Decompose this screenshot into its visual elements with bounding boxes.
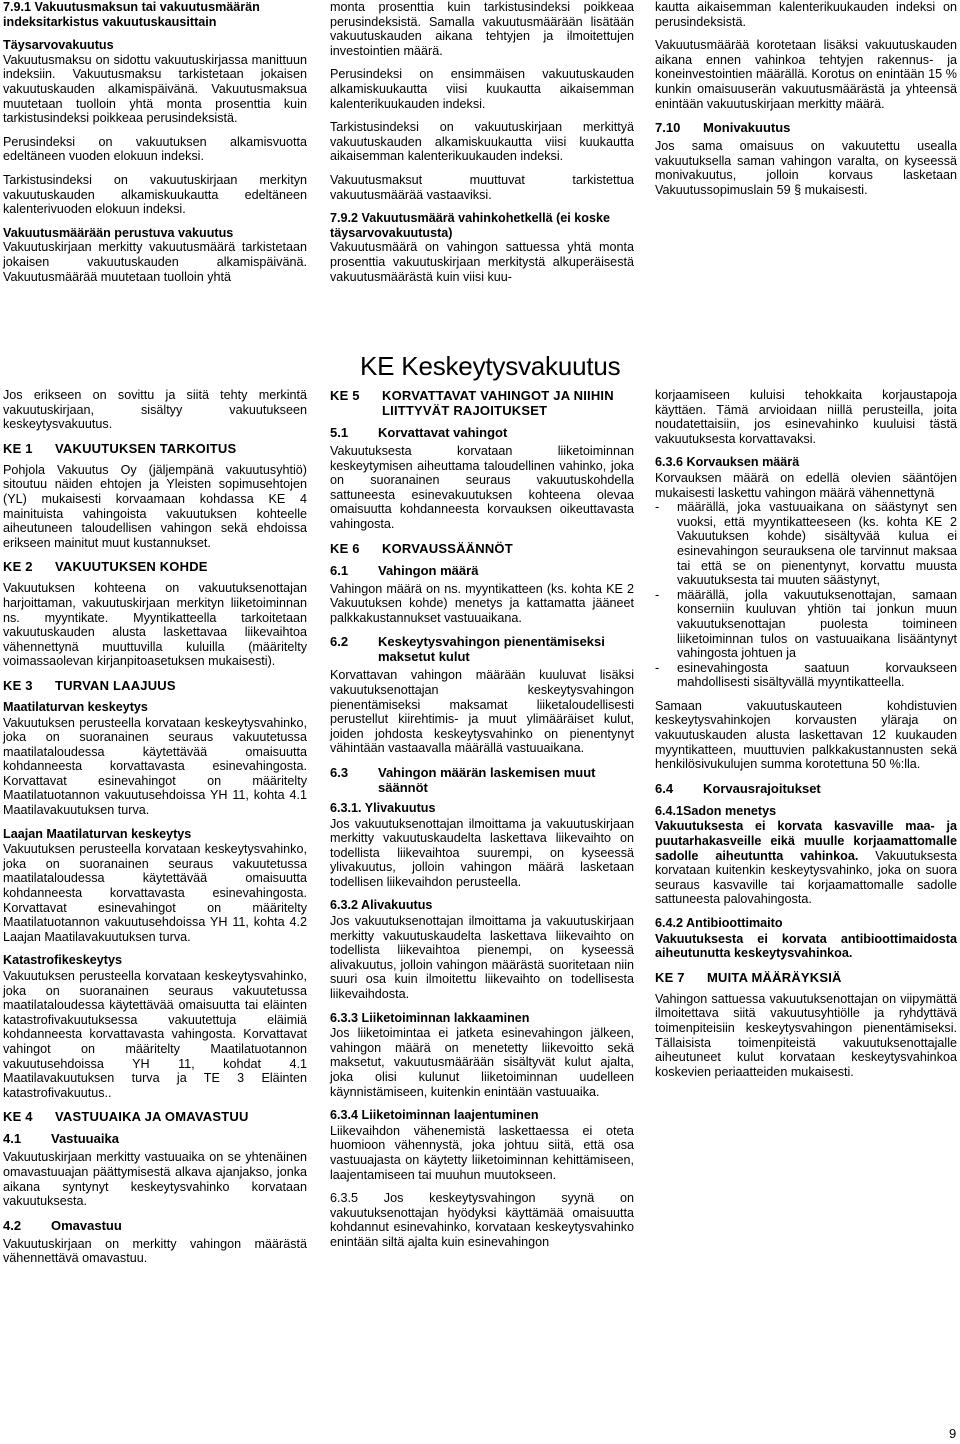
- list-item-text: määrällä, jolla vakuutuksenottajan, samaan konserniin kuuluvan yhtiön tai jonkun muun vakuutuksenottajan puolesta toimineen liiketoiminnan tulos on vastuuaikana lisääntynyt vahingosta johtuen ja: [677, 587, 957, 661]
- heading-number: KE 5: [330, 388, 360, 403]
- paragraph: Vakuutuksen kohteena on vakuutuksenottajan harjoittaman, vakuutuskirjaan merkityn liiketoiminnan ns. myyntikate. Myyntikatteella tarkoitetaan vakuutuskauden alusta laskettavaa liikevaihtoa vähennettynä muuttuvilla kuluilla (määritelty voimassaolevan kirjanpitoasetuksen mukaisesti).: [3, 581, 307, 669]
- paragraph: Perusindeksi on ensimmäisen vakuutuskauden alkamiskuukautta viisi kuukautta aikaisemman kalenterikuukauden indeksi.: [330, 67, 634, 111]
- paragraph: Perusindeksi on vakuutuksen alkamisvuotta edeltäneen vuoden elokuun indeksi.: [3, 134, 307, 164]
- heading-number: 4.1: [3, 1131, 22, 1147]
- paragraph: Jos vakuutuksenottajan ilmoittama ja vakuutuskirjaan merkitty vakuutuskaudelta laskettava liikevaihto on todellista liikevaihtoa pienempi, on kyseessä alivakuutus, jolloin vahingon määrästä suoritetaan niin suuri osa kuin ilmoitettu liikevaihto on todellisesta liikevaihdosta.: [330, 914, 634, 1002]
- paragraph: Korvattavan vahingon määrään kuuluvat lisäksi vakuutuksenottajan keskeytysvahingon pienentämiseksi maksamat liiketaloudellisesti perustellut kiirehtimis- ja muut ylimääräiset kulut, joiden johdosta keskeytysvahinko on pienentynyt vähintään vastaavalla määrällä vastuuaikana.: [330, 668, 634, 756]
- dash-bullet: -: [655, 660, 660, 675]
- paragraph: Vakuutuskirjaan merkitty vastuuaika on se yhtenäinen omavastuuajan päättymisestä alkava ajanjakso, jonka aikana syntynyt keskeytysvahinko korvataan vakuutuksesta.: [3, 1150, 307, 1209]
- paragraph: Korvauksen määrä on edellä olevien sääntöjen mukaisesti laskettu vahingon määrä vähennettynä: [655, 470, 957, 500]
- section-title: KE Keskeytysvakuutus: [360, 351, 621, 381]
- heading-ke-2: [3, 559, 307, 574]
- heading-number: 6.3: [330, 764, 349, 780]
- bottom-column-3: [655, 388, 957, 1088]
- heading-title: VAKUUTUKSEN TARKOITUS: [55, 440, 237, 456]
- heading-title: Keskeytysvahingon pienentämiseksi maksetut kulut: [378, 634, 605, 665]
- heading-title: KORVAUSSÄÄNNÖT: [382, 540, 513, 556]
- heading-7-9-2: 7.9.2 Vakuutusmäärä vahinkohetkellä (ei koske täysarvovakuutusta): [330, 211, 611, 240]
- heading-title: MUITA MÄÄRÄYKSIÄ: [707, 969, 842, 985]
- heading-vakuutusmaaraan-perustuva: Vakuutusmäärään perustuva vakuutus: [3, 225, 234, 240]
- list-item: [655, 588, 957, 661]
- dash-bullet: -: [655, 500, 660, 515]
- heading-4-1: [3, 1131, 307, 1146]
- heading-6-4-1: 6.4.1Sadon menetys: [655, 803, 777, 818]
- heading-title: TURVAN LAAJUUS: [55, 677, 176, 693]
- heading-ke-3: [3, 678, 307, 693]
- heading-number: 7.10: [655, 120, 681, 136]
- paragraph: Vakuutuskirjaan merkitty vakuutusmäärä tarkistetaan jokaisen vakuutuskauden alkamispäivänä. Vakuutusmäärää muutetaan tuolloin yhtä: [3, 240, 307, 284]
- paragraph: Vakuutuskirjaan on merkitty vahingon määrästä vähennettävä omavastuu.: [3, 1236, 307, 1266]
- bold-text: Vakuutuksesta ei korvata kasvaville maa- ja puutarhakasveille eikä muulle korjaamattomalle sadolle aiheutuntta vahinkoa.: [655, 819, 957, 863]
- top-column-1: [3, 0, 307, 293]
- paragraph: [655, 819, 957, 907]
- heading-title: Vahingon määrän laskemisen muut säännöt: [378, 764, 596, 795]
- heading-6-3-4: 6.3.4 Liiketoiminnan laajentuminen: [330, 1108, 539, 1123]
- paragraph: Tarkistusindeksi on vakuutuskirjaan merkittyä vakuutuskauden alkamiskuukautta viisi kuukautta aikaisemman kalenterikuukauden indeksi.: [330, 120, 634, 164]
- heading-4-2: [3, 1218, 307, 1233]
- heading-7-9-1: 7.9.1 Vakuutusmaksun tai vakuutusmäärän indeksitarkistus vakuutuskausittain: [3, 0, 260, 29]
- heading-5-1: [330, 425, 634, 440]
- list-item: [655, 500, 957, 588]
- heading-number: 4.2: [3, 1217, 22, 1233]
- heading-title: Omavastuu: [51, 1217, 122, 1233]
- heading-number: KE 2: [3, 559, 33, 575]
- paragraph: Samaan vakuutuskauteen kohdistuvien keskeytysvahinkojen korvausten yläraja on vakuutuskauden alusta laskettavan 12 kuukauden myyntikatteen, muuttuvien palkkakustannusten sekä henkilösivukulujen summa korotettuna 50 %:lla.: [655, 698, 957, 772]
- paragraph: Pohjola Vakuutus Oy (jäljempänä vakuutusyhtiö) sitoutuu näiden ehtojen ja Yleisten sopimusehtojen (YL) mukaisesti korvaamaan kohdassa KE 4 mainituista vahingoista vakuutuksen kohteelle aiheutuneen taloudellisen vahingon sekä ehdoissa erikseen mainitut muut kustannukset.: [3, 462, 307, 550]
- heading-6-4: [655, 781, 957, 796]
- paragraph: Jos vakuutuksenottajan ilmoittama ja vakuutuskirjaan merkitty vakuutuskaudelta laskettava liikevaihto on todellista liikevaihtoa suurempi, on kyseessä ylivakuutus, jolloin vahingon määrä lasketaan todellisen liikevaihdon perusteella.: [330, 816, 634, 889]
- heading-6-2: [330, 634, 634, 664]
- paragraph: Vakuutuksesta korvataan liiketoiminnan keskeytymisen aiheuttama taloudellinen vahinko, joka on suoranainen seuraus vakuutuskohdella sattuneesta esinevakuutuksen kohteena olevaa omaisuutta kohdanneesta korvauksen oikeuttavasta vahingosta.: [330, 444, 634, 531]
- heading-katastrofikeskeytys: Katastrofikeskeytys: [3, 953, 123, 968]
- paragraph: Jos sama omaisuus on vakuutettu usealla vakuutuksella saman vahingon varalta, on kyseessä monivakuutus, jolloin korvaus lasketaan Vakuutussopimuslain 59 § mukaisesti.: [655, 139, 957, 197]
- paragraph: Vakuutusmäärää korotetaan lisäksi vakuutuskauden aikana ennen vahinkoa tehtyjen rakennus- ja koneinvestointien määrällä. Korotus on enintään 15 % kunkin omaisuuserän vakuutusmäärästä ja yhteensä enintään vakuutuskirjaan merkitty määrä.: [655, 38, 957, 111]
- list-item-text: esinevahingosta saatuun korvaukseen mahdollisesti sisältyvällä myyntikatteella.: [677, 660, 957, 690]
- paragraph: 6.3.5 Jos keskeytysvahingon syynä on vakuutuksenottajan hyödyksi käyttämää omaisuutta kohdannut esinevahinko, korvataan keskeytysvahinko enintään siltä ajalta kuin esinevahingon: [330, 1191, 634, 1249]
- heading-laajan-maatilaturvan-keskeytys: Laajan Maatilaturvan keskeytys: [3, 826, 192, 841]
- heading-taysarvovakuutus: Täysarvovakuutus: [3, 38, 114, 53]
- heading-number: 6.4: [655, 780, 674, 796]
- paragraph: Vakuutuksen perusteella korvataan keskeytysvahinko, joka on suoranainen seuraus vakuutetussa maatilataloudessa käytettävää omaisuutta tai eläinten katastrofivakuutuksessa vakuutettuja eläimiä kohdanneesta korvattavasta vahingosta. Korvattavat vahingot on määritelty Maatilatuotannon vakuutusehdoissa YH 11, kohdat 4.1 Maatilavakuutuksen turva ja TE 3 Eläinten katastrofivakuutus..: [3, 969, 307, 1100]
- heading-6-4-2: 6.4.2 Antibioottimaito: [655, 916, 783, 930]
- paragraph: Vakuutusmaksut muuttuvat tarkistettua vakuutusmäärää vastaaviksi.: [330, 172, 634, 202]
- heading-ke-4: [3, 1109, 307, 1124]
- heading-number: 5.1: [330, 425, 349, 440]
- heading-title: Vahingon määrä: [378, 562, 479, 578]
- heading-7-10: [655, 120, 957, 135]
- heading-ke-1: [3, 441, 307, 456]
- heading-number: KE 3: [3, 677, 33, 693]
- heading-ke-5: [330, 388, 634, 418]
- top-column-3: [655, 0, 957, 207]
- heading-6-3-6: 6.3.6 Korvauksen määrä: [655, 455, 800, 470]
- paragraph: monta prosenttia kuin tarkistusindeksi poikkeaa perusindeksistä. Samalla vakuutusmäärään lisätään vakuutuskauden aikana tehtyjen ja ilmoitettujen investointien määrä.: [330, 0, 634, 58]
- heading-title: Korvausrajoitukset: [703, 780, 821, 796]
- top-column-2: [330, 0, 634, 293]
- bottom-column-2: [330, 388, 634, 1259]
- heading-maatilaturvan-keskeytys: Maatilaturvan keskeytys: [3, 699, 148, 714]
- heading-title: VAKUUTUKSEN KOHDE: [55, 559, 208, 575]
- heading-6-3: [330, 765, 634, 795]
- heading-number: KE 6: [330, 540, 360, 556]
- heading-title: Korvattavat vahingot: [378, 425, 508, 440]
- heading-ke-6: [330, 541, 634, 556]
- list-item-text: määrällä, joka vastuuaikana on säästynyt sen vuoksi, että myyntikatteeseen (ks. kohta KE 2 Vakuutuksen kohde) sisältyvää kulua ei esinevahingon seurauksena ole tarvinnut maksaa tai että se on pienentynyt, korvattu muusta vakuutuksesta tai muuten säästynyt,: [677, 500, 957, 588]
- list-item: [655, 661, 957, 690]
- heading-6-3-3: 6.3.3 Liiketoiminnan lakkaaminen: [330, 1010, 530, 1025]
- deduction-list: [655, 500, 957, 690]
- heading-title: VASTUUAIKA JA OMAVASTUU: [55, 1109, 249, 1125]
- paragraph: Vakuutusmaksu on sidottu vakuutuskirjassa manittuun indeksiin. Vakuutusmaksu tarkistetaan jokaisen vakuutuskauden alkamispäivänä. Vakuutusmaksua muutetaan tuolloin yhtä monta prosenttia kuin tarkistusindeksi poikkeaa perusindeksistä.: [3, 52, 307, 126]
- paragraph: korjaamiseen kuluisi tehokkaita korjaustapoja käyttäen. Tämä arvioidaan niillä perusteilla, joita noudatettaisiin, jos esinevahinko kuuluisi tästä vakuutuksesta korvattavaksi.: [655, 388, 957, 446]
- heading-number: 6.1: [330, 562, 349, 578]
- page-number: 9: [949, 1426, 957, 1441]
- paragraph: Vakuutuksesta ei korvata antibioottimaidosta aiheutunutta keskeytysvahinkoa.: [655, 931, 957, 961]
- heading-6-3-2: 6.3.2 Alivakuutus: [330, 898, 433, 913]
- paragraph: Vahingon määrä on ns. myyntikatteen (ks. kohta KE 2 Vakuutuksen kohde) menetys ja kattamatta jääneet palkkakustannukset vastuuaikana.: [330, 581, 634, 625]
- heading-6-1: [330, 563, 634, 578]
- heading-number: KE 4: [3, 1109, 33, 1125]
- heading-title: KORVATTAVAT VAHINGOT JA NIIHIN LIITTYVÄT RAJOITUKSET: [382, 388, 614, 418]
- paragraph: Vakuutusmäärä on vahingon sattuessa yhtä monta prosenttia vakuutuskirjaan merkitystä alkuperäisestä vakuutusmäärästä kuin viisi kuu-: [330, 240, 634, 284]
- heading-ke-7: [655, 970, 957, 985]
- paragraph: Tarkistusindeksi on vakuutuskirjaan merkityn vakuutuskauden alkamiskuukautta edeltäneen kalenterivuoden elokuun indeksi.: [3, 172, 307, 217]
- paragraph: Vakuutuksen perusteella korvataan keskeytysvahinko, joka on suoranainen seuraus vakuutetussa maatilataloudessa käytettävää omaisuutta kohdanneesta korvattavasta esinevahingosta. Korvattavat esinevahingot on määritelty Maatilatuotannon vakuutusehdoissa YH 11, kohta 4.2 Laajan Maatilavakuutuksen turva.: [3, 842, 307, 944]
- heading-number: KE 1: [3, 440, 33, 456]
- paragraph: Vakuutuksen perusteella korvataan keskeytysvahinko, joka on suoranainen seuraus vakuutetussa maatilataloudessa käytettävää omaisuutta kohdanneesta korvattavasta esinevahingosta. Korvattavat esinevahingot on määritelty Maatilatuotannon vakuutusehdoissa YH 11, kohta 4.1 Maatilavakuutuksen turva.: [3, 715, 307, 818]
- paragraph: Vahingon sattuessa vakuutuksenottajan on viipymättä ilmoitettava siitä vakuutusyhtiölle ja ryhdyttävä toimenpiteisiin keskeytysvahingon pienentämiseksi. Tällaisista toimenpiteistä vakuutuksenottajalle aiheutuneet kulut korvataan keskeytysvahinkoa koskevien periaatteiden mukaisesti.: [655, 991, 957, 1079]
- heading-6-3-1: 6.3.1. Ylivakuutus: [330, 800, 436, 815]
- paragraph: Jos erikseen on sovittu ja siitä tehty merkintä vakuutuskirjaan, sisältyy vakuutukseen keskeytysvakuutus.: [3, 388, 307, 432]
- dash-bullet: -: [655, 587, 660, 602]
- heading-title: Monivakuutus: [703, 120, 791, 136]
- heading-number: 6.2: [330, 634, 349, 650]
- paragraph: Jos liiketoimintaa ei jatketa esinevahingon jälkeen, vahingon määrä on menetetty liikevoitto sekä maksetut, vakuutusmäärään sisältyvät kulut ajalta, joka olisi kulunut liiketoiminnan uudelleen käynnistämiseen, kuitenkin enintään vastuuaika.: [330, 1026, 634, 1099]
- heading-title: Vastuuaika: [51, 1131, 119, 1147]
- paragraph: Liikevaihdon vähenemistä laskettaessa ei oteta huomioon vähennystä, joka johtuu siitä, että osa vastuuajasta on käytetty liiketoiminnan kehittämiseen, laajentamiseen tai muuhun muutokseen.: [330, 1123, 634, 1182]
- bottom-column-1: [3, 388, 307, 1275]
- heading-number: KE 7: [655, 969, 685, 985]
- paragraph-rest: Vakuutuksesta korvataan kuitenkin keskeytysvahinko, joka on suora seuraus kasvaville tai korjaamattomalle sadolle sattuneesta palovahingosta.: [655, 848, 957, 907]
- paragraph: kautta aikaisemman kalenterikuukauden indeksi on perusindeksistä.: [655, 0, 957, 29]
